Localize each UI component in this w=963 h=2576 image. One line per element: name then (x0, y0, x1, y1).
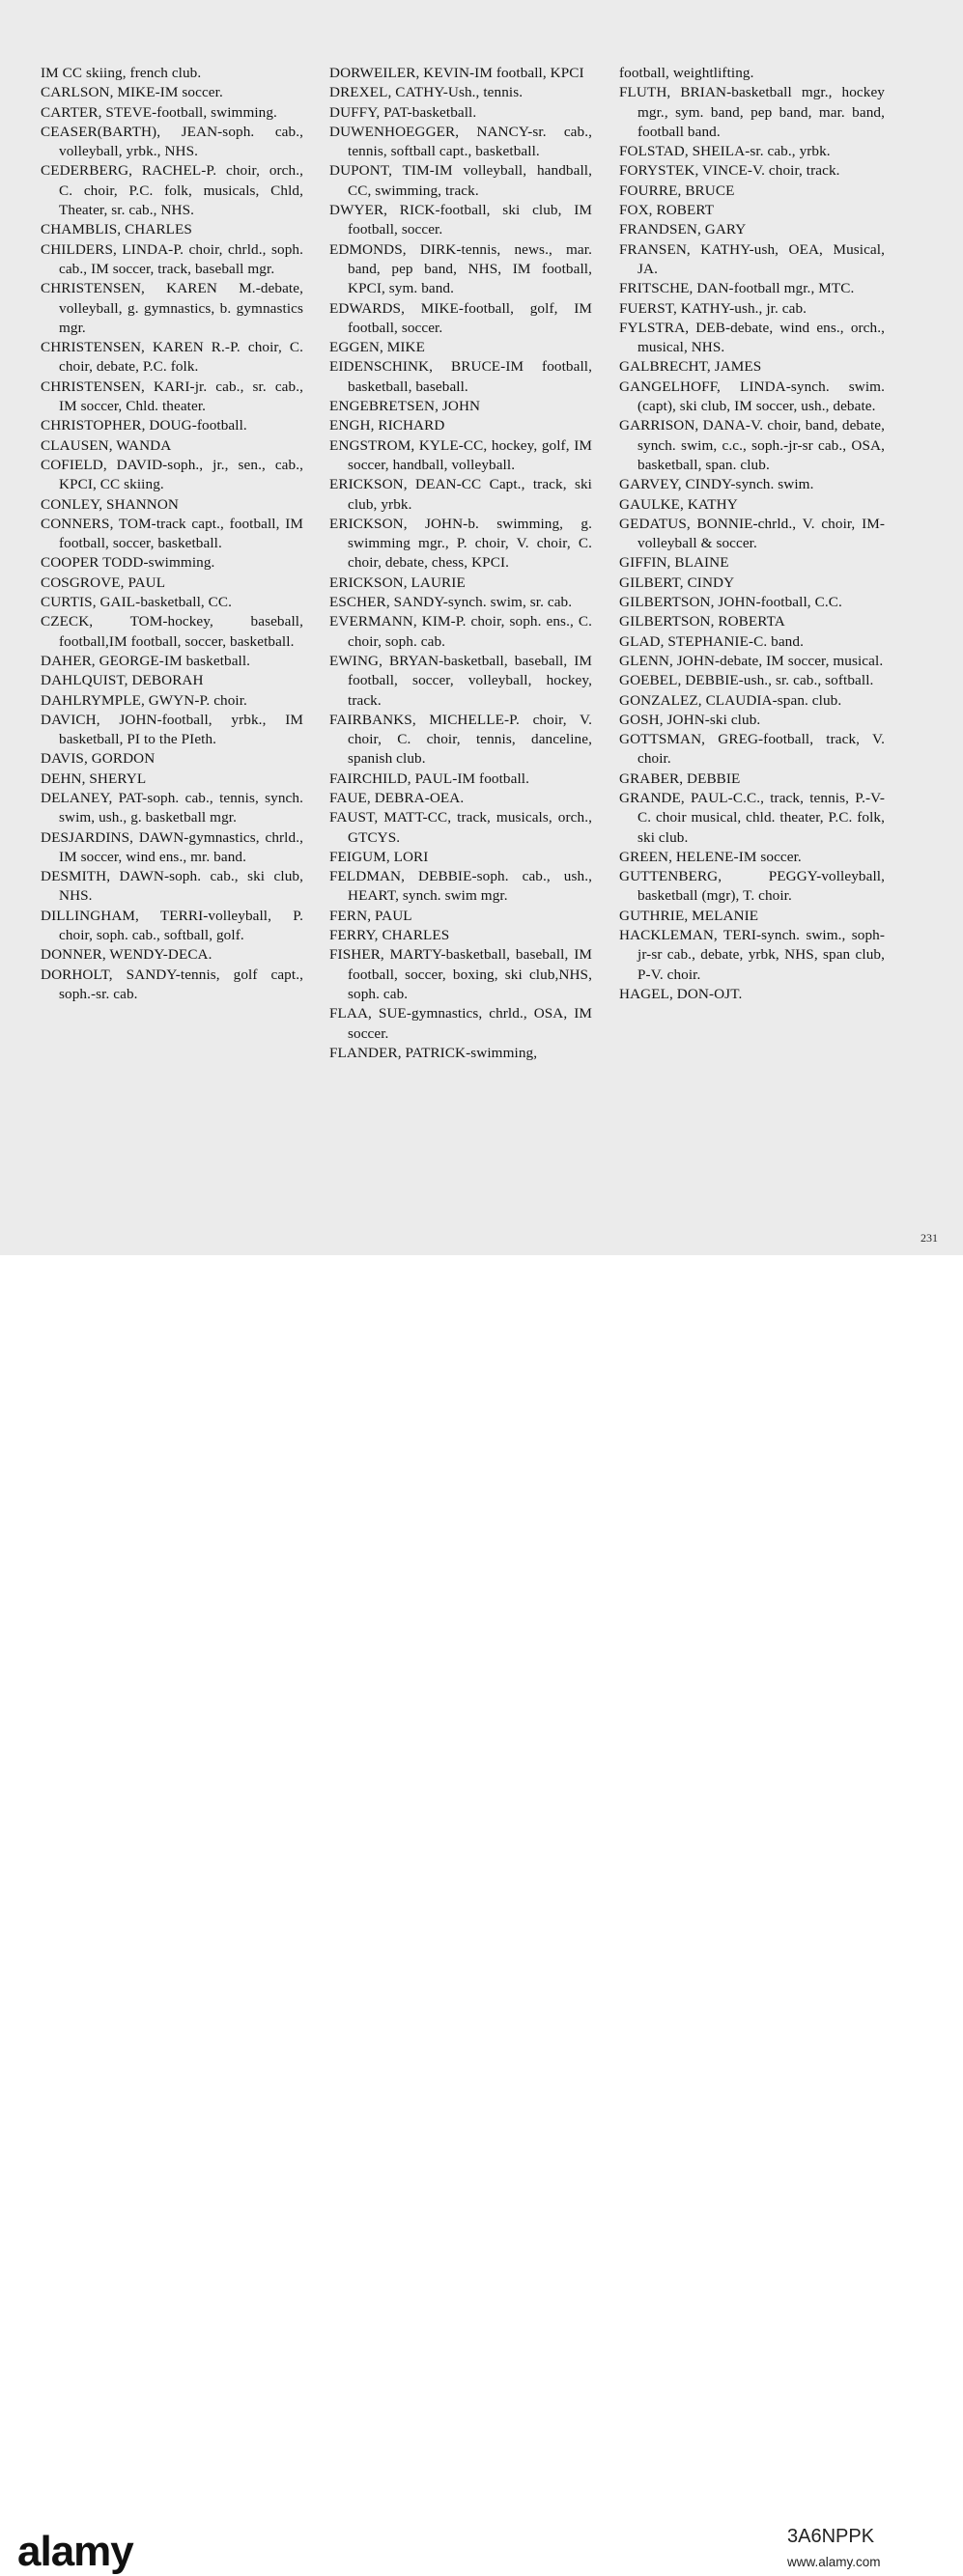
index-entry: GALBRECHT, JAMES (619, 358, 762, 376)
index-entry: GREEN, HELENE-IM soccer. (619, 848, 802, 865)
index-entry: CONLEY, SHANNON (41, 495, 179, 513)
index-entry: GAULKE, KATHY (619, 495, 738, 513)
index-entry: FOX, ROBERT (619, 202, 715, 219)
index-entry: GARRISON, DANA-V. choir, band, debate, synch. swim, c.c., soph.-jr-sr cab., OSA, basketball, span. club. (619, 417, 885, 473)
index-entry: EWING, BRYAN-basketball, baseball, IM football, soccer, volleyball, hockey, track. (329, 652, 592, 709)
index-entry: COSGROVE, PAUL (41, 574, 166, 591)
index-entry: CEDERBERG, RACHEL-P. choir, orch., C. choir, P.C. folk, musicals, Chld, Theater, sr. cab., NHS. (41, 162, 303, 219)
index-entry: FRANDSEN, GARY (619, 221, 747, 238)
index-entry: CHRISTOPHER, DOUG-football. (41, 417, 247, 434)
index-entry: GOTTSMAN, GREG-football, track, V. choir. (619, 731, 885, 768)
index-column-1 (41, 64, 303, 1004)
index-entry: GLENN, JOHN-debate, IM soccer, musical. (619, 652, 884, 669)
index-entry: GILBERTSON, JOHN-football, C.C. (619, 594, 842, 611)
index-entry: DUWENHOEGGER, NANCY-sr. cab., tennis, softball capt., basketball. (329, 123, 592, 160)
index-entry: FELDMAN, DEBBIE-soph. cab., ush., HEART, synch. swim mgr. (329, 868, 592, 905)
index-entry: DILLINGHAM, TERRI-volleyball, P. choir, soph. cab., softball, golf. (41, 907, 303, 944)
index-entry: COFIELD, DAVID-soph., jr., sen., cab., KPCI, CC skiing. (41, 456, 303, 493)
index-entry: GUTTENBERG, PEGGY-volleyball, basketball (mgr), T. choir. (619, 868, 885, 905)
index-entry: FOURRE, BRUCE (619, 182, 735, 199)
index-entry: GOEBEL, DEBBIE-ush., sr. cab., softball. (619, 672, 874, 689)
index-entry: ENGEBRETSEN, JOHN (329, 398, 481, 415)
index-entry: GANGELHOFF, LINDA-synch. swim.(capt), ski club, IM soccer, ush., debate. (619, 378, 885, 415)
alamy-logo: alamy (17, 2528, 133, 2575)
index-entry: FUERST, KATHY-ush., jr. cab. (619, 299, 807, 317)
index-entry: DELANEY, PAT-soph. cab., tennis, synch. swim, ush., g. basketball mgr. (41, 789, 303, 826)
index-entry: FRANSEN, KATHY-ush, OEA, Musical, JA. (619, 240, 885, 277)
yearbook-page (0, 0, 963, 1255)
index-entry: FYLSTRA, DEB-debate, wind ens., orch., musical, NHS. (619, 319, 885, 356)
index-entry: CLAUSEN, WANDA (41, 436, 172, 454)
index-entry: CEASER(BARTH), JEAN-soph. cab., volleyball, yrbk., NHS. (41, 123, 303, 160)
index-entry: CARTER, STEVE-football, swimming. (41, 103, 277, 121)
index-entry: ERICKSON, LAURIE (329, 574, 466, 591)
index-entry: DORHOLT, SANDY-tennis, golf capt., soph.-sr. cab. (41, 966, 303, 1002)
index-entry: EVERMANN, KIM-P. choir, soph. ens., C. choir, soph. cab. (329, 613, 592, 650)
index-entry: DREXEL, CATHY-Ush., tennis. (329, 84, 524, 101)
index-entry: EGGEN, MIKE (329, 339, 425, 356)
index-entry: FISHER, MARTY-basketball, baseball, IM football, soccer, boxing, ski club,NHS, soph. cab. (329, 946, 592, 1002)
index-entry: DAHLRYMPLE, GWYN-P. choir. (41, 691, 247, 709)
index-entry: DESMITH, DAWN-soph. cab., ski club, NHS. (41, 868, 303, 905)
index-entry: CHRISTENSEN, KAREN R.-P. choir, C. choir, debate, P.C. folk. (41, 339, 303, 376)
index-entry: GIFFIN, BLAINE (619, 554, 729, 572)
index-entry: GRANDE, PAUL-C.C., track, tennis, P.-V-C. choir musical, chld. theater, P.C. folk, ski club. (619, 789, 885, 846)
site-url: www.alamy.com (787, 2555, 881, 2569)
index-entry: EIDENSCHINK, BRUCE-IM football, basketball, baseball. (329, 358, 592, 395)
index-entry: CHILDERS, LINDA-P. choir, chrld., soph. cab., IM soccer, track, baseball mgr. (41, 240, 303, 277)
index-entry: DAVICH, JOHN-football, yrbk., IM basketball, PI to the PIeth. (41, 711, 303, 748)
index-entry: GUTHRIE, MELANIE (619, 907, 759, 924)
index-entry: GLAD, STEPHANIE-C. band. (619, 632, 804, 650)
index-entry: GOSH, JOHN-ski club. (619, 711, 761, 728)
index-entry: ENGH, RICHARD (329, 417, 445, 434)
index-entry: DEHN, SHERYL (41, 770, 147, 787)
index-entry: FRITSCHE, DAN-football mgr., MTC. (619, 280, 855, 297)
index-entry: FAIRCHILD, PAUL-IM football. (329, 770, 529, 787)
index-entry: COOPER TODD-swimming. (41, 554, 215, 572)
stock-watermark-bar (0, 1255, 963, 2575)
index-entry: FERN, PAUL (329, 907, 412, 924)
index-entry: FORYSTEK, VINCE-V. choir, track. (619, 162, 840, 180)
index-entry: football, weightlifting. (619, 65, 754, 81)
index-entry: FLUTH, BRIAN-basketball mgr., hockey mgr., sym. band, pep band, mar. band, football band. (619, 84, 885, 140)
index-entry: FAUST, MATT-CC, track, musicals, orch., GTCYS. (329, 809, 592, 846)
index-entry: DONNER, WENDY-DECA. (41, 946, 212, 964)
index-entry: DUFFY, PAT-basketball. (329, 103, 477, 121)
index-entry: ERICKSON, DEAN-CC Capt., track, ski club, yrbk. (329, 476, 592, 513)
index-entry: GILBERTSON, ROBERTA (619, 613, 785, 630)
index-entry: EDWARDS, MIKE-football, golf, IM football, soccer. (329, 299, 592, 336)
index-entry: EDMONDS, DIRK-tennis, news., mar. band, pep band, NHS, IM football, KPCI, sym. band. (329, 240, 592, 297)
index-entry: FEIGUM, LORI (329, 848, 429, 865)
index-entry: FLAA, SUE-gymnastics, chrld., OSA, IM soccer. (329, 1005, 592, 1042)
index-entry: FERRY, CHARLES (329, 927, 450, 944)
index-column-2 (329, 64, 592, 1063)
index-entry: FOLSTAD, SHEILA-sr. cab., yrbk. (619, 143, 831, 160)
index-entry: GARVEY, CINDY-synch. swim. (619, 476, 814, 493)
index-entry: DAHLQUIST, DEBORAH (41, 672, 204, 689)
index-column-3 (619, 64, 885, 1004)
index-entry: DAVIS, GORDON (41, 750, 156, 768)
image-id: 3A6NPPK (787, 2526, 875, 2547)
index-entry: CZECK, TOM-hockey, baseball, football,IM football, soccer, basketball. (41, 613, 303, 650)
index-entry: DUPONT, TIM-IM volleyball, handball, CC, swimming, track. (329, 162, 592, 199)
page-number: 231 (921, 1231, 938, 1245)
index-entry: DAHER, GEORGE-IM basketball. (41, 652, 251, 669)
index-entry: CARLSON, MIKE-IM soccer. (41, 84, 223, 101)
index-entry: CHRISTENSEN, KARI-jr. cab., sr. cab., IM soccer, Chld. theater. (41, 378, 303, 415)
index-entry: GILBERT, CINDY (619, 574, 735, 591)
index-entry: IM CC skiing, french club. (41, 65, 202, 81)
index-entry: DORWEILER, KEVIN-IM football, KPCI (329, 65, 584, 81)
index-entry: ESCHER, SANDY-synch. swim, sr. cab. (329, 594, 573, 611)
index-entry: DESJARDINS, DAWN-gymnastics, chrld., IM soccer, wind ens., mr. band. (41, 828, 303, 865)
index-entry: FAIRBANKS, MICHELLE-P. choir, V. choir, C. choir, tennis, danceline, spanish club. (329, 711, 592, 768)
index-entry: ENGSTROM, KYLE-CC, hockey, golf, IM soccer, handball, volleyball. (329, 436, 592, 473)
index-entry: ERICKSON, JOHN-b. swimming, g. swimming mgr., P. choir, V. choir, C. choir, debate, chess, KPCI. (329, 515, 592, 572)
index-entry: CHAMBLIS, CHARLES (41, 221, 192, 238)
index-entry: FAUE, DEBRA-OEA. (329, 789, 465, 806)
index-entry: DWYER, RICK-football, ski club, IM football, soccer. (329, 202, 592, 238)
index-entry: CONNERS, TOM-track capt., football, IM football, soccer, basketball. (41, 515, 303, 552)
index-entry: HAGEL, DON-OJT. (619, 985, 743, 1002)
index-entry: GEDATUS, BONNIE-chrld., V. choir, IM-volleyball & soccer. (619, 515, 885, 552)
index-entry: HACKLEMAN, TERI-synch. swim., soph-jr-sr cab., debate, yrbk, NHS, span club, P-V. choir. (619, 927, 885, 983)
index-entry: CHRISTENSEN, KAREN M.-debate, volleyball, g. gymnastics, b. gymnastics mgr. (41, 280, 303, 336)
index-entry: CURTIS, GAIL-basketball, CC. (41, 594, 233, 611)
index-entry: GRABER, DEBBIE (619, 770, 741, 787)
index-entry: GONZALEZ, CLAUDIA-span. club. (619, 691, 842, 709)
index-entry: FLANDER, PATRICK-swimming, (329, 1044, 538, 1061)
